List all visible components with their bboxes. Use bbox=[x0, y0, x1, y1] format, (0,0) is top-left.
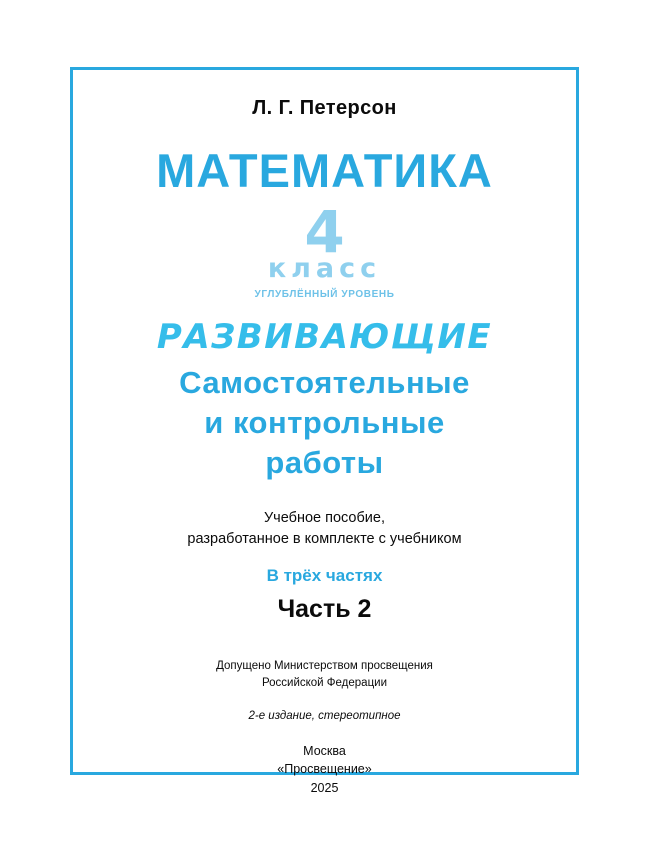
ministry-approval bbox=[216, 658, 433, 691]
grade-number: 4 bbox=[304, 198, 345, 266]
cover-content bbox=[70, 67, 579, 796]
developing-word: РАЗВИВАЮЩИЕ bbox=[156, 317, 493, 358]
manual-note bbox=[187, 508, 461, 550]
subtitle-line-2: и контрольные bbox=[204, 404, 445, 440]
part-number: Часть 2 bbox=[277, 595, 372, 624]
ministry-line-1: Допущено Министерством просвещения bbox=[216, 660, 433, 673]
grade-word: класс bbox=[267, 253, 382, 285]
book-title: МАТЕМАТИКА bbox=[156, 144, 493, 197]
subtitle-line-1: Самостоятельные bbox=[179, 365, 470, 401]
edition-note: 2-е издание, стереотипное bbox=[248, 709, 401, 722]
manual-note-line-1: Учебное пособие, bbox=[263, 510, 385, 527]
subtitle-line-3: работы bbox=[265, 444, 384, 480]
level-label: УГЛУБЛЁННЫЙ УРОВЕНЬ bbox=[254, 289, 395, 301]
author-name: Л. Г. Петерсон bbox=[252, 97, 397, 119]
subtitle-block bbox=[179, 363, 470, 482]
imprint-city: Москва bbox=[303, 743, 346, 758]
imprint-block bbox=[277, 742, 371, 798]
manual-note-line-2: разработанное в комплекте с учебником bbox=[187, 531, 462, 548]
imprint-year: 2025 bbox=[310, 781, 339, 796]
ministry-line-2: Российской Федерации bbox=[261, 677, 388, 690]
imprint-publisher: «Просвещение» bbox=[277, 762, 372, 777]
parts-label: В трёх частях bbox=[266, 566, 383, 586]
